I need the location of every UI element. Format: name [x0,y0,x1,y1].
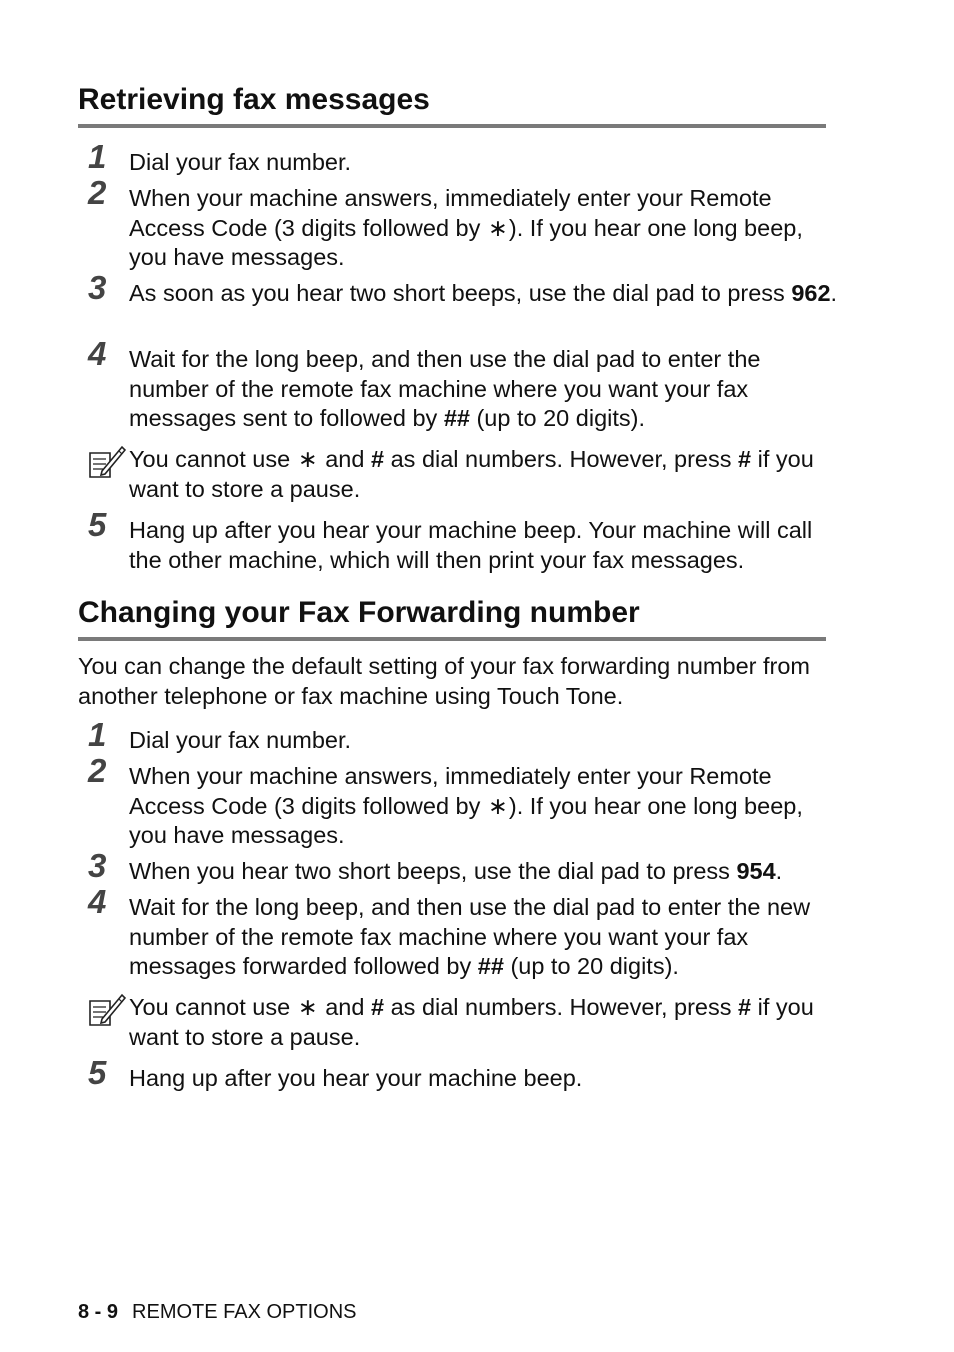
key-code: 954 [736,858,776,884]
step-text: Dial your fax number. [129,727,352,753]
step-number: 1 [88,716,107,753]
section-heading: Retrieving fax messages [78,82,826,128]
page-number: 8 - 9 [78,1301,119,1323]
step-text: Wait for the long beep, and then use the dial pad to enter the number of the remote fax machine where you want your fax messages sent to followed by ## (up to 20 digits). [129,346,761,432]
key-code: 962 [791,280,831,306]
star-key-icon: ∗ [488,214,508,241]
step-number: 3 [88,847,107,884]
step-text: Hang up after you hear your machine beep. Your machine will call the other machine, which will then print your fax messages. [129,517,813,573]
step-number: 2 [88,752,107,789]
step-number: 5 [88,1054,107,1091]
star-key-icon: ∗ [297,446,318,472]
chapter-title: REMOTE FAX OPTIONS [132,1301,357,1323]
note-text: You cannot use ∗ and # as dial numbers. However, press # if you want to store a pause. [129,994,814,1050]
step-text: As soon as you hear two short beeps, use the dial pad to press 962. [129,280,838,306]
note-pencil-icon [86,443,126,483]
step-text: Dial your fax number. [129,149,352,175]
star-key-icon: ∗ [297,994,318,1020]
step-number: 5 [88,506,107,543]
step-number: 2 [88,174,107,211]
page-footer [78,1300,357,1324]
step-text: When you hear two short beeps, use the dial pad to press 954. [129,858,783,884]
section-retrieving-fax [78,82,838,573]
step-text: Hang up after you hear your machine beep. [129,1065,583,1091]
note-text: You cannot use ∗ and # as dial numbers. However, press # if you want to store a pause. [129,446,814,502]
step-number: 1 [88,138,107,175]
note-pencil-icon [86,991,126,1031]
section-heading: Changing your Fax Forwarding number [78,595,826,641]
step-number: 3 [88,269,107,306]
star-key-icon: ∗ [488,792,508,819]
step-number: 4 [88,883,107,920]
key-code: ## [443,405,470,432]
key-code: ## [477,953,504,980]
section-intro: You can change the default setting of your fax forwarding number from another telephone or fax machine using Touch Tone. [78,653,810,709]
step-text: When your machine answers, immediately enter your Remote Access Code (3 digits followed by ∗). If you hear one long beep, you have messages. [129,185,803,271]
step-number: 4 [88,335,107,372]
step-text: When your machine answers, immediately enter your Remote Access Code (3 digits followed by ∗). If you hear one long beep, you have messages. [129,763,803,849]
section-changing-fax-forwarding [78,595,826,1091]
step-text: Wait for the long beep, and then use the dial pad to enter the new number of the remote fax machine where you want your fax messages forwarded followed by ## (up to 20 digits). [129,894,811,980]
